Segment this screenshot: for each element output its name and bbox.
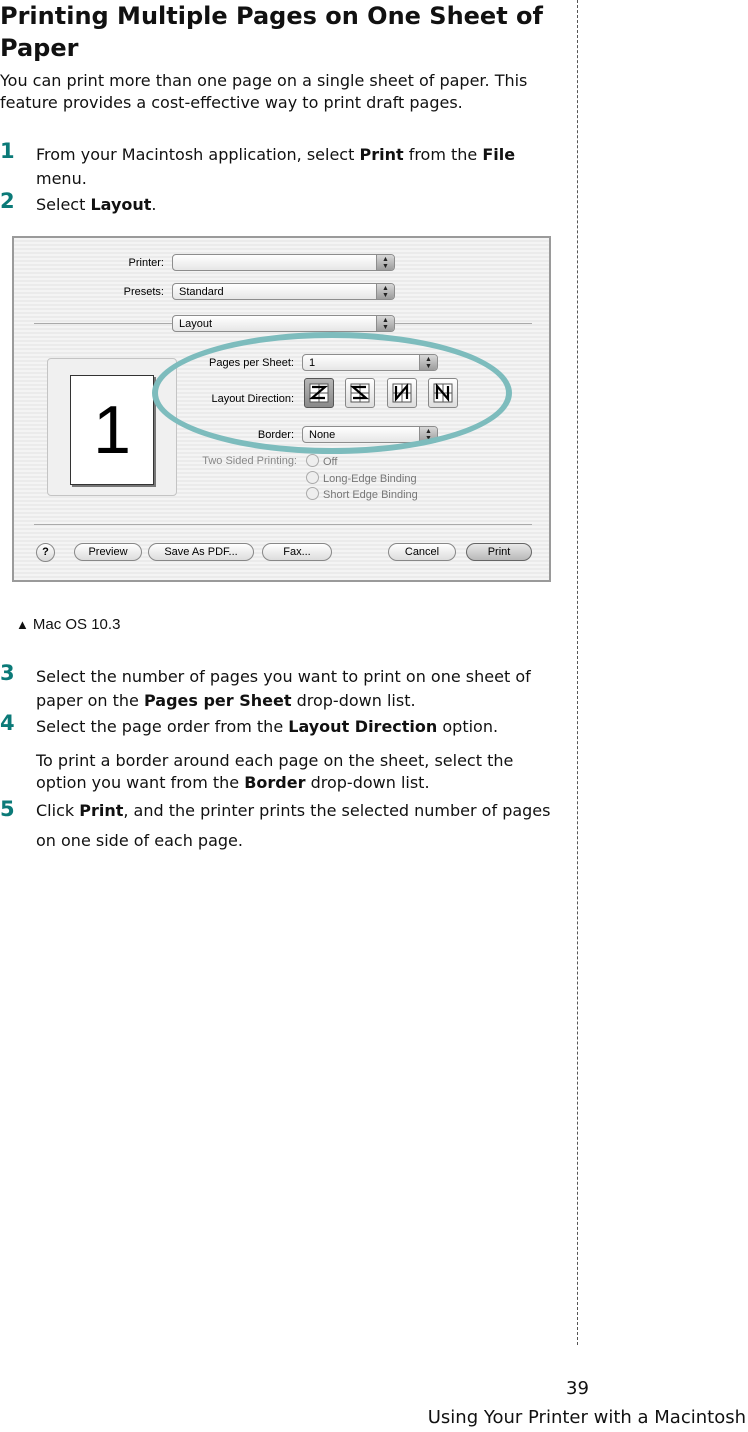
triangle-icon: ▲ — [16, 617, 29, 632]
step-text: menu. — [36, 169, 87, 188]
step-number: 5 — [0, 797, 15, 821]
radio-off[interactable] — [306, 454, 337, 468]
direction-reverse-n-icon — [432, 382, 454, 404]
radio-icon — [306, 454, 319, 467]
step-3 — [0, 661, 565, 713]
menu-file: File — [482, 145, 516, 164]
step-4 — [0, 711, 565, 739]
direction-n-button[interactable] — [387, 378, 417, 408]
preview-button[interactable]: Preview — [74, 543, 142, 561]
print-button[interactable]: Print — [466, 543, 532, 561]
updown-arrow-icon: ▲ ▼ — [419, 355, 437, 370]
step-1 — [0, 139, 565, 191]
border-label: Border: — [257, 429, 294, 441]
radio-icon — [306, 471, 319, 484]
updown-arrow-icon: ▲ ▼ — [376, 255, 394, 270]
direction-reverse-z-icon — [349, 382, 371, 404]
updown-arrow-icon: ▲ ▼ — [419, 427, 437, 442]
preview-page-number: 1 — [93, 392, 131, 468]
layout-direction-label: Layout Direction: — [211, 393, 294, 405]
radio-long-edge[interactable] — [306, 471, 417, 485]
updown-arrow-icon: ▲ ▼ — [376, 284, 394, 299]
presets-select[interactable] — [172, 283, 395, 300]
border-note — [36, 750, 561, 794]
margin-divider — [577, 0, 578, 1345]
radio-label: Long-Edge Binding — [323, 473, 417, 485]
radio-label: Off — [323, 456, 338, 468]
direction-z-button[interactable] — [304, 378, 334, 408]
pages-per-sheet-value: 1 — [309, 357, 316, 369]
step-text: , and the printer prints the selected number of pages on one side of each page. — [36, 801, 551, 850]
step-text: From your Macintosh application, select — [36, 145, 360, 164]
page-number: 39 — [566, 1378, 589, 1399]
radio-icon — [306, 487, 319, 500]
step-text: . — [151, 195, 157, 214]
direction-z-icon — [308, 382, 330, 404]
step-number: 4 — [0, 711, 15, 735]
border-value: None — [309, 429, 336, 441]
step-text: drop-down list. — [291, 691, 416, 710]
step-text: Select the page order from the — [36, 717, 289, 736]
direction-reverse-n-button[interactable] — [428, 378, 458, 408]
print-dialog — [12, 236, 551, 582]
step-number: 2 — [0, 189, 15, 213]
panel-select[interactable] — [172, 315, 395, 332]
pages-per-sheet-label: Pages per Sheet: — [208, 357, 294, 369]
figure-caption — [16, 616, 120, 633]
pages-per-sheet-select[interactable] — [302, 354, 438, 371]
page-footer: Using Your Printer with a Macintosh — [427, 1407, 746, 1428]
two-sided-label: Two Sided Printing: — [202, 455, 297, 467]
direction-reverse-z-button[interactable] — [345, 378, 375, 408]
presets-label: Presets: — [123, 286, 164, 298]
radio-label: Short Edge Binding — [323, 489, 418, 501]
step-text: option. — [437, 717, 499, 736]
option-pages-per-sheet: Pages per Sheet — [143, 691, 292, 710]
step-text: Click — [36, 801, 80, 820]
separator — [34, 524, 532, 525]
panel-value: Layout — [179, 318, 213, 330]
note-text: drop-down list. — [305, 773, 430, 792]
menu-item-print: Print — [359, 145, 404, 164]
preview-sheet — [70, 375, 154, 485]
printer-label: Printer: — [128, 257, 164, 269]
save-as-pdf-button[interactable]: Save As PDF... — [148, 543, 254, 561]
updown-arrow-icon: ▲ ▼ — [376, 316, 394, 331]
step-2 — [0, 189, 565, 217]
separator — [395, 323, 532, 324]
option-border: Border — [244, 773, 306, 792]
printer-select[interactable] — [172, 254, 395, 271]
step-text: from the — [403, 145, 483, 164]
cancel-button[interactable]: Cancel — [388, 543, 456, 561]
step-number: 1 — [0, 139, 15, 163]
help-button[interactable]: ? — [36, 543, 55, 562]
option-layout-direction: Layout Direction — [288, 717, 438, 736]
fax-button[interactable]: Fax... — [262, 543, 332, 561]
step-text: Select — [36, 195, 91, 214]
menu-item-layout: Layout — [90, 195, 152, 214]
separator — [34, 323, 172, 324]
radio-short-edge[interactable] — [306, 487, 418, 501]
caption-text: Mac OS 10.3 — [32, 616, 121, 633]
layout-preview — [47, 358, 177, 496]
intro-paragraph: You can print more than one page on a single sheet of paper. This feature provides a cost-effective way to print draft pages. — [0, 71, 528, 112]
step-text: Select the number of pages you want to print on one sheet of paper on the — [36, 667, 531, 710]
step-5 — [0, 796, 565, 856]
step-number: 3 — [0, 661, 15, 685]
button-print-ref: Print — [79, 801, 124, 820]
direction-n-icon — [391, 382, 413, 404]
page-title: Printing Multiple Pages on One Sheet of Paper — [0, 2, 543, 62]
note-text: To print a border around each page on the sheet, select the option you want from the — [36, 751, 514, 792]
border-select[interactable] — [302, 426, 438, 443]
presets-value: Standard — [179, 286, 224, 298]
